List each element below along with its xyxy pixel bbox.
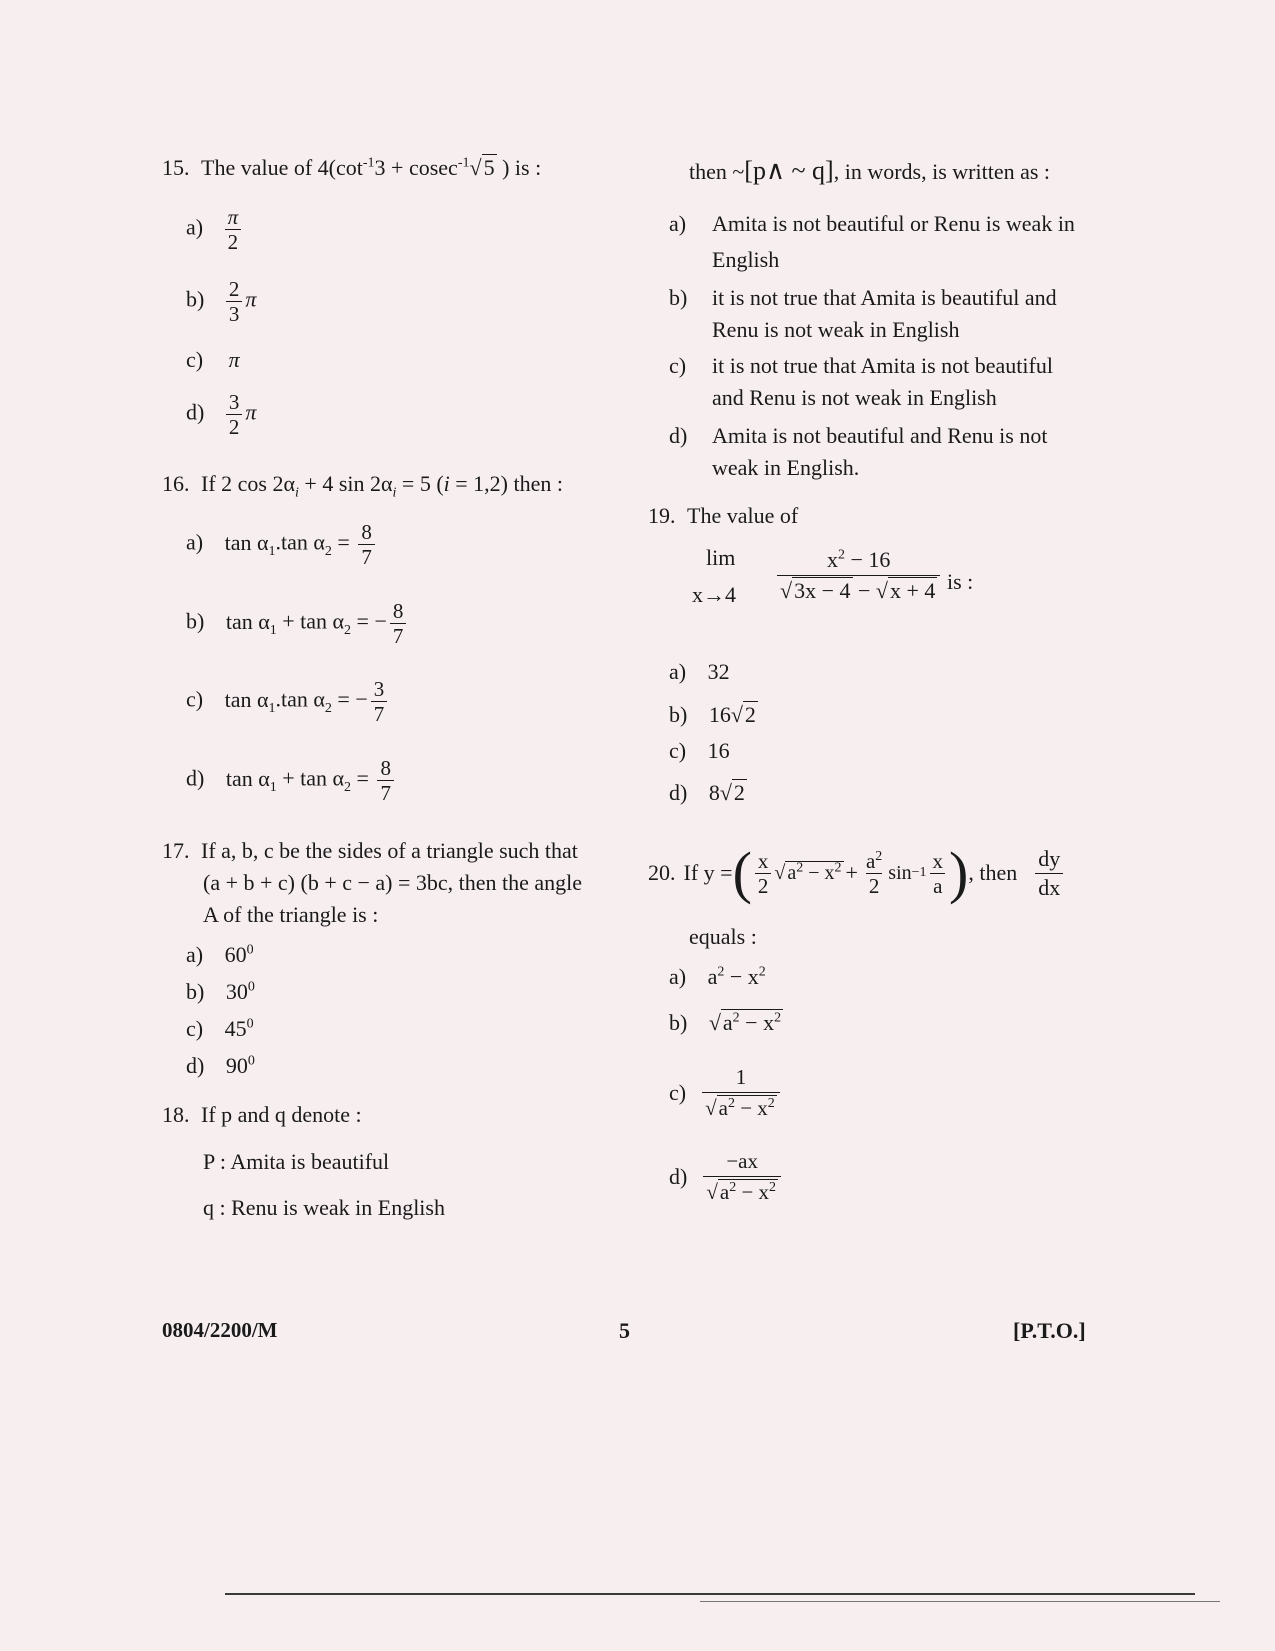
fraction-numerator: 8 (380, 756, 391, 780)
option-20d (669, 1146, 784, 1207)
option-label: b) (186, 979, 205, 1004)
fraction (358, 520, 375, 569)
option-17d (186, 1051, 255, 1081)
option-19d (669, 778, 747, 808)
option-18b (669, 283, 687, 313)
fraction-numerator: −ax (726, 1149, 759, 1173)
question-18-continued (689, 156, 1050, 187)
statement-q: q : Renu is weak in English (203, 1195, 445, 1220)
fraction (702, 1062, 780, 1123)
question-text: If 2 cos 2α (201, 471, 296, 496)
option-text: tan α (225, 608, 270, 634)
numerator-text: − 16 (845, 547, 891, 572)
option-text: Renu is not weak in English (712, 317, 960, 342)
pto-label: [P.T.O.] (1013, 1318, 1086, 1343)
superscript: -1 (362, 155, 375, 171)
radicand-text: − x (739, 1010, 775, 1035)
radicand (785, 861, 843, 884)
fraction-numerator: 1 (735, 1065, 747, 1089)
option-label: b) (669, 285, 688, 310)
option-label: d) (669, 780, 688, 805)
option-text: .tan α (275, 686, 325, 712)
question-text: , then (968, 860, 1018, 885)
option-label: a) (669, 659, 687, 684)
option-text: 30 (225, 979, 248, 1004)
radicand: 2 (733, 780, 745, 805)
option-text: 32 (707, 659, 730, 684)
option-20a (669, 962, 766, 992)
option-text: − x (724, 964, 759, 989)
superscript: 2 (727, 1096, 735, 1111)
plus-sign: + (845, 860, 858, 885)
radicand (717, 1095, 777, 1120)
fraction-numerator: 3 (373, 677, 385, 701)
fraction (390, 599, 407, 648)
fraction-denominator (703, 1176, 781, 1207)
question-number: 20. (648, 860, 676, 885)
option-text: tan α (224, 529, 269, 555)
option-18d (669, 421, 687, 451)
fraction (225, 205, 242, 254)
fraction-denominator: 2 (225, 229, 242, 254)
question-number: 17. (162, 838, 190, 863)
superscript: 2 (875, 848, 883, 864)
option-16d (186, 756, 397, 805)
degree-superscript: 0 (246, 1016, 254, 1032)
fraction-denominator: 7 (371, 701, 388, 726)
question-16 (162, 469, 563, 499)
question-20: 20. If y = ( $\frac{x}{2}$ √ $a^2 - x^2$ + $\frac{a^2}{2}$ sin −1 $\frac{x}{a}$ ) , then $\frac{dy}{dx}$ (648, 838, 1066, 908)
subscript: 1 (269, 622, 277, 638)
option-text: it is not true that Amita is beautiful and (712, 285, 1057, 310)
option-text: = (351, 765, 375, 791)
fraction-numerator: π (227, 205, 239, 229)
fraction (371, 677, 388, 726)
option-text: π (228, 347, 240, 372)
option-label: c) (186, 347, 204, 372)
bottom-rule (225, 1593, 1195, 1595)
radicand: 5 (483, 155, 495, 180)
subscript: 1 (269, 779, 277, 795)
option-text: Amita is not beautiful or Renu is weak in (712, 211, 1075, 236)
paper-code: 0804/2200/M (162, 1318, 278, 1342)
option-17a (186, 940, 254, 970)
radicand-text: − x (734, 1096, 768, 1120)
sqrt-expr: √3x − 4 (780, 578, 851, 603)
radicand: 2 (744, 702, 756, 727)
subscript: 1 (268, 543, 276, 559)
fraction-numerator: x (932, 848, 944, 873)
subscript: 2 (324, 543, 332, 559)
fraction (777, 545, 940, 606)
fraction-numerator: 8 (361, 520, 372, 544)
option-text: = − (331, 686, 368, 712)
option-label: a) (669, 211, 687, 236)
fraction-denominator (702, 1092, 780, 1123)
right-paren: ) (949, 840, 969, 905)
option-label: a) (186, 942, 204, 967)
question-text: If y = (683, 860, 733, 885)
radicand: x + 4 (890, 578, 936, 603)
question-number: 15. (162, 155, 190, 180)
superscript: 2 (834, 860, 842, 876)
option-label: a) (186, 214, 204, 240)
option-label: d) (669, 1163, 688, 1189)
page-number: 5 (619, 1318, 630, 1343)
fraction-denominator: 3 (226, 301, 243, 326)
superscript: 2 (838, 547, 845, 563)
option-label: b) (186, 608, 205, 634)
subscript: 2 (344, 622, 352, 638)
option-15a (186, 205, 244, 254)
option-text: it is not true that Amita is not beautiful (712, 353, 1053, 378)
limit-approach: x→4 (692, 582, 736, 607)
fraction-numerator (863, 849, 885, 873)
pi-symbol: π (245, 399, 257, 425)
radicand-text: a (719, 1180, 730, 1204)
question-text: ) is : (502, 155, 542, 180)
sqrt-expr: √ $a^2 - x^2$ (774, 860, 842, 884)
fraction-numerator (824, 545, 893, 575)
option-label: d) (186, 765, 205, 791)
degree-superscript: 0 (246, 942, 254, 958)
question-text: If p and q denote : (201, 1102, 362, 1127)
option-19a (669, 657, 730, 687)
superscript: 2 (758, 964, 766, 980)
option-text: a (707, 964, 718, 989)
numerator-text: a (865, 848, 876, 873)
option-text: Amita is not beautiful and Renu is not (712, 423, 1048, 448)
fraction-denominator (777, 575, 940, 606)
sqrt-expr: $√a^2 - x^2$ (708, 1010, 782, 1035)
question-number: 16. (162, 471, 190, 496)
subscript: 1 (268, 700, 276, 716)
sqrt-expr: √x + 4 (875, 578, 936, 603)
option-20c (669, 1062, 783, 1123)
sqrt-expr: $√a^2 - x^2$ (705, 1096, 775, 1120)
subscript: i (392, 485, 397, 501)
option-17c (186, 1014, 254, 1044)
denominator-text: − (852, 578, 876, 603)
option-label: c) (186, 1016, 204, 1041)
fraction-denominator: 2 (866, 873, 883, 898)
option-text: English (712, 247, 780, 272)
fraction (930, 849, 947, 898)
question-19 (648, 501, 798, 531)
question-text: then ~ (689, 159, 745, 184)
option-15c (186, 345, 240, 375)
option-label: c) (186, 686, 204, 712)
option-text: 90 (225, 1053, 248, 1078)
question-text: , in words, is written as : (833, 159, 1051, 184)
question-number: 18. (162, 1102, 190, 1127)
question-text: The value of 4(cot (201, 155, 363, 180)
option-text: weak in English. (712, 455, 860, 480)
option-15d (186, 390, 256, 439)
option-text: 60 (224, 942, 247, 967)
option-16c (186, 677, 390, 726)
superscript: 2 (767, 1096, 775, 1111)
option-15b (186, 277, 256, 326)
subscript: 2 (324, 700, 332, 716)
question-text: + 4 sin 2α (298, 471, 393, 496)
superscript: -1 (457, 155, 470, 171)
fraction-numerator: 8 (392, 599, 404, 623)
question-text: If a, b, c be the sides of a triangle such that (201, 838, 578, 863)
subscript: 2 (344, 779, 352, 795)
limit-operator: lim (706, 545, 736, 570)
sqrt-expr: $√a^2 - x^2$ (706, 1180, 777, 1204)
fraction-numerator: dy (1038, 845, 1061, 871)
fraction-denominator: dx (1035, 873, 1063, 902)
option-19c (669, 736, 730, 766)
option-18a (669, 209, 686, 239)
fraction (226, 277, 243, 326)
fraction (703, 1146, 781, 1207)
variable: i (443, 471, 450, 496)
radicand-text: a (722, 1010, 733, 1035)
fraction-denominator: 7 (358, 544, 375, 569)
fraction (755, 849, 772, 898)
option-label: b) (669, 1010, 688, 1035)
option-text: + tan α (276, 608, 345, 634)
fraction (377, 756, 394, 805)
option-text: tan α (225, 765, 270, 791)
superscript: 2 (774, 1010, 782, 1026)
limit-fraction (774, 545, 943, 606)
fraction-numerator: x (757, 848, 769, 873)
option-19b (669, 700, 758, 730)
superscript: 2 (732, 1010, 740, 1026)
fraction-denominator: 2 (755, 873, 772, 898)
superscript: 2 (717, 964, 725, 980)
superscript: 2 (796, 860, 804, 876)
option-text: 8 (708, 780, 720, 805)
question-17 (162, 836, 578, 866)
derivative-fraction (1035, 845, 1063, 902)
question-number: 19. (648, 503, 676, 528)
question-text: is : (947, 569, 974, 594)
subscript: i (295, 485, 299, 501)
numerator-text: x (827, 547, 838, 572)
question-text: (a + b + c) (b + c − a) = 3bc, then the angle (203, 870, 583, 895)
degree-superscript: 0 (247, 1053, 255, 1069)
pi-symbol: π (245, 286, 257, 312)
radicand-text: a (718, 1096, 728, 1120)
sqrt-expr: √2 (730, 702, 756, 727)
option-18c (669, 351, 686, 381)
option-20b (669, 1008, 783, 1038)
question-text: equals : (689, 924, 757, 949)
option-label: c) (669, 1079, 687, 1105)
option-text: tan α (224, 686, 269, 712)
radicand (718, 1179, 778, 1204)
fraction-denominator: 2 (226, 414, 243, 439)
option-label: c) (669, 738, 687, 763)
radicand-text: a (787, 862, 797, 884)
left-paren: ( (732, 840, 752, 905)
option-16a (186, 520, 378, 569)
option-text: 45 (224, 1016, 247, 1041)
option-text: + tan α (276, 765, 345, 791)
option-text: = − (351, 608, 387, 634)
logic-expression: [p∧ ~ q] (744, 156, 834, 185)
radicand: 3x − 4 (794, 578, 851, 603)
bottom-rule-secondary (700, 1601, 1220, 1602)
radicand-text: − x (803, 862, 835, 884)
degree-superscript: 0 (247, 979, 255, 995)
fraction-denominator: 7 (390, 623, 407, 648)
fraction-denominator: a (930, 873, 945, 898)
superscript: 2 (769, 1180, 777, 1195)
option-label: d) (669, 423, 688, 448)
option-label: a) (669, 964, 687, 989)
option-16b (186, 599, 409, 648)
option-text: 16 (708, 702, 731, 727)
superscript: 2 (729, 1180, 737, 1195)
question-text: A of the triangle is : (203, 902, 379, 927)
option-label: a) (186, 529, 204, 555)
question-15 (162, 153, 541, 183)
fraction (226, 390, 243, 439)
option-text: 16 (707, 738, 730, 763)
option-17b (186, 977, 255, 1007)
statement-p: P : Amita is beautiful (203, 1149, 390, 1174)
question-text: = 1,2) then : (449, 471, 563, 496)
question-text: 3 + cosec (374, 155, 458, 180)
question-text: = 5 ( (396, 471, 444, 496)
fraction-numerator: 3 (228, 390, 240, 414)
fraction (863, 849, 885, 898)
sin-function: sin (888, 862, 912, 884)
option-text: .tan α (275, 529, 325, 555)
radicand (721, 1009, 783, 1035)
option-label: c) (669, 353, 687, 378)
radicand-text: − x (736, 1180, 770, 1204)
fraction-denominator: 7 (377, 780, 394, 805)
option-label: d) (186, 1053, 205, 1078)
option-label: b) (186, 286, 205, 312)
sqrt-expr: √2 (719, 780, 745, 805)
question-18 (162, 1100, 362, 1130)
question-text: The value of (687, 503, 799, 528)
option-text: = (331, 529, 356, 555)
option-label: d) (186, 399, 205, 425)
option-text: and Renu is not weak in English (712, 385, 997, 410)
option-label: b) (669, 702, 688, 727)
sqrt-expr: √5 (469, 155, 495, 180)
fraction-numerator: 2 (228, 277, 240, 301)
